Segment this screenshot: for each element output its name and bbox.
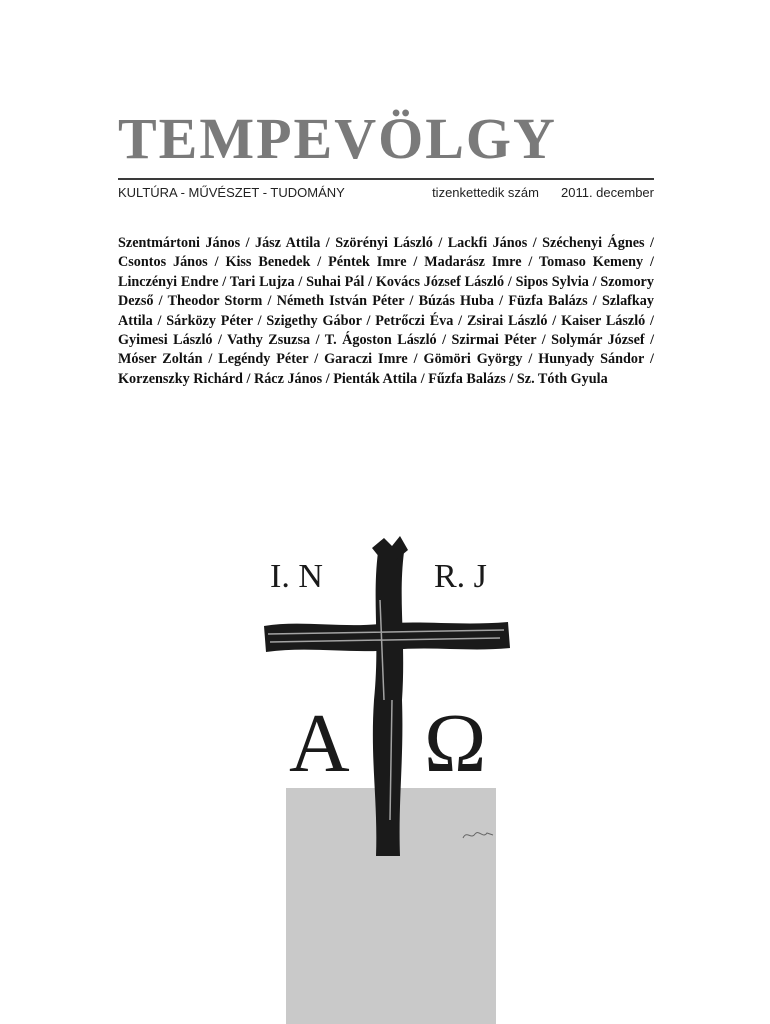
author-name: Fűzfa Balázs	[428, 370, 506, 387]
author-name: Petrőczi Éva	[375, 312, 454, 329]
author-name: Gömöri György	[423, 351, 523, 368]
author-name: Szörényi László	[335, 235, 433, 251]
alpha-letter: A	[289, 697, 350, 790]
author-name: Kaiser László	[561, 312, 646, 329]
author-name: Szlafkay Attila	[118, 293, 654, 329]
author-name: Tari Lujza	[229, 273, 295, 290]
author-name: Hunyady Sándor	[538, 351, 645, 368]
author-name: Korzenszky Richárd	[118, 370, 243, 387]
author-name: Sipos Sylvia	[515, 273, 589, 290]
omega-letter: Ω	[424, 697, 487, 790]
author-name: Pienták Attila	[333, 370, 418, 387]
author-name: Suhai Pál	[306, 273, 365, 290]
author-name: Gyimesi László	[118, 332, 213, 349]
author-name: Füzfa Balázs	[508, 293, 588, 310]
tagline: KULTÚRA - MŰVÉSZET - TUDOMÁNY	[118, 185, 345, 200]
cross-vertical-beam	[373, 552, 404, 856]
author-name: Németh István Péter	[276, 293, 405, 310]
author-name: Sárközy Péter	[166, 312, 253, 329]
artist-signature	[461, 826, 495, 842]
author-name: Vathy Zsuzsa	[227, 332, 311, 349]
author-name: Széchenyi Ágnes	[542, 235, 645, 251]
issue-number: tizenkettedik szám	[432, 185, 539, 200]
author-name: Rácz János	[253, 370, 323, 387]
issue-date: 2011. december	[561, 185, 654, 200]
cross-horizontal-beam	[264, 622, 510, 652]
author-name: Jász Attila	[254, 235, 321, 251]
author-name: Linczényi Endre	[118, 273, 219, 290]
author-name: Kovács József László	[375, 273, 505, 290]
author-name: Szomory Dezső	[118, 273, 654, 310]
author-name: Móser Zoltán	[118, 351, 203, 368]
author-name: T. Ágoston László	[324, 332, 437, 349]
author-name: Szentmártoni János	[118, 235, 241, 251]
author-name: Csontos János	[118, 254, 208, 271]
author-name: Solymár József	[551, 332, 645, 349]
author-name: Garaczi Imre	[324, 351, 408, 368]
author-name: Theodor Storm	[167, 293, 263, 310]
author-name: Madarász Imre	[424, 254, 522, 271]
author-name: Zsirai László	[466, 312, 548, 329]
author-name: Lackfi János	[447, 235, 528, 251]
inri-left: I. N	[270, 558, 323, 595]
author-name: Tomaso Kemeny	[539, 254, 644, 271]
author-list: Szentmártoni János / Jász Attila / Szörényi László / Lackfi János / Széchenyi Ágnes / Csontos János / Kiss Benedek / Péntek Imre / Madarász Imre / Tomaso Kemeny / Linczényi Endre / Tari Lujza / Suhai Pál / Kovács József László / Sipos Sylvia / Szomory Dezső / Theodor Storm / Németh István Péter / Búzás Huba / Füzfa Balázs / Szlafkay Attila / Sárközy Péter / Szigethy Gábor / Petrőczi Éva / Zsirai László / Kaiser László / Gyimesi László / Vathy Zsuzsa / T. Ágoston László / Szirmai Péter / Solymár József / Móser Zoltán / Legéndy Péter / Garaczi Imre / Gömöri György / Hunyady Sándor / Korzenszky Richárd / Rácz János / Pienták Attila / Fűzfa Balázs / Sz. Tóth Gyula	[118, 235, 655, 387]
author-name: Kiss Benedek	[225, 254, 311, 271]
inri-right: R. J	[434, 558, 487, 595]
author-name: Legéndy Péter	[218, 351, 309, 368]
author-name: Szirmai Péter	[451, 332, 537, 349]
magazine-title: TEMPEVÖLGY	[118, 106, 557, 171]
author-name: Péntek Imre	[328, 254, 407, 271]
author-name: Sz. Tóth Gyula	[516, 370, 608, 387]
author-name: Szigethy Gábor	[266, 312, 362, 329]
author-name: Búzás Huba	[418, 293, 494, 310]
